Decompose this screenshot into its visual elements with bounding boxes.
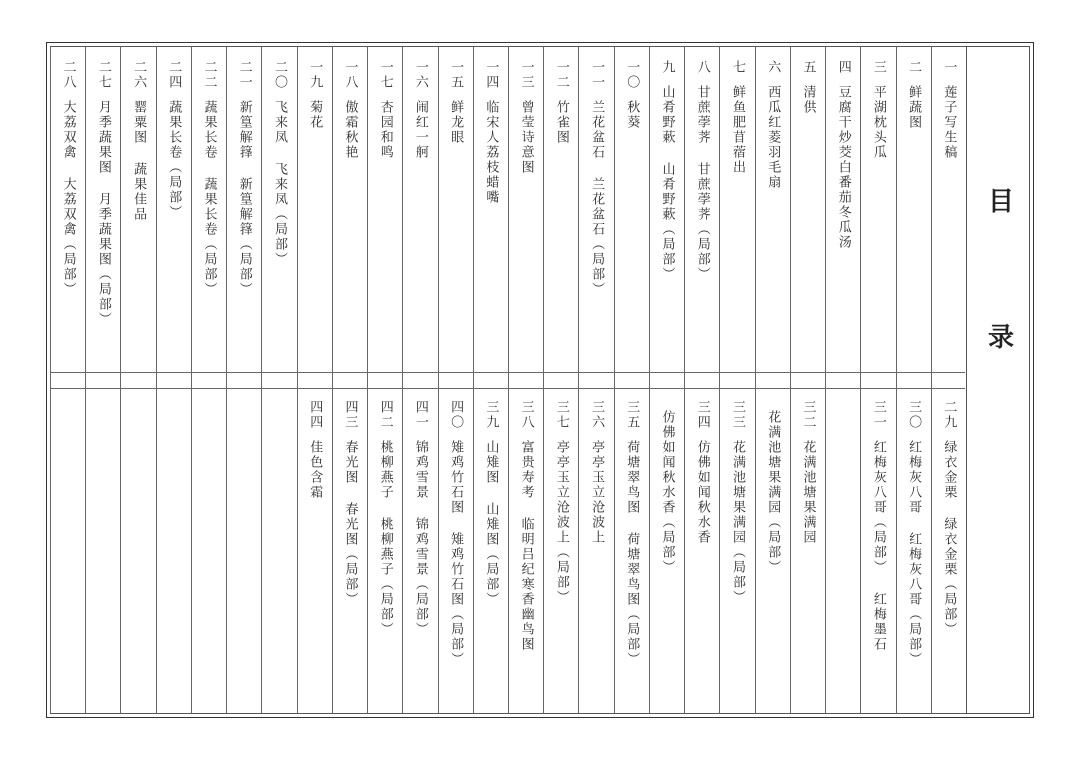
- toc-entry-number: 三九: [483, 400, 499, 430]
- toc-entry[interactable]: [905, 60, 921, 130]
- toc-entry[interactable]: [130, 60, 146, 222]
- toc-entry-number: 一三: [518, 60, 534, 90]
- toc-entry-title: 亭亭玉立沧波上（局部）: [553, 440, 569, 605]
- toc-entry-title: 莲子写生稿: [941, 85, 957, 160]
- toc-entry-number: 二六: [131, 60, 147, 90]
- toc-entry-title: 竹雀图: [553, 100, 569, 145]
- toc-entry[interactable]: [130, 400, 146, 410]
- toc-entry[interactable]: [694, 60, 710, 282]
- toc-entry[interactable]: [377, 400, 393, 637]
- toc-entry-number: 三一: [870, 400, 886, 430]
- toc-entry[interactable]: [377, 60, 393, 160]
- toc-entry-number: 四一: [412, 400, 428, 430]
- toc-entry-number: 三〇: [906, 400, 922, 430]
- toc-entry-title: 红梅灰八哥 红梅灰八哥（局部）: [906, 440, 922, 667]
- toc-entry[interactable]: [271, 60, 287, 267]
- toc-entry-title: 桃柳燕子 桃柳燕子（局部）: [377, 440, 393, 637]
- toc-entry-number: 二: [906, 60, 922, 75]
- toc-entry-number: 一八: [342, 60, 358, 90]
- toc-entry-title: 红梅灰八哥（局部） 红梅墨石: [870, 440, 886, 652]
- toc-entry-number: 四: [835, 60, 851, 75]
- toc-entry-number: 三三: [730, 400, 745, 430]
- toc-entry[interactable]: [236, 60, 252, 297]
- toc-entry-number: 一: [941, 60, 957, 75]
- toc-entry-number: 六: [765, 60, 781, 75]
- toc-entry[interactable]: [201, 400, 217, 410]
- toc-entry-number: 三八: [518, 400, 534, 430]
- toc-entry-number: 一七: [377, 60, 393, 90]
- toc-entry-number: 九: [659, 60, 675, 75]
- toc-column: [790, 47, 825, 713]
- toc-entry-title: 佳色含霜: [307, 440, 323, 500]
- toc-entry-number: 四〇: [448, 400, 464, 430]
- toc-entry[interactable]: [271, 400, 287, 410]
- toc-entry[interactable]: [940, 60, 956, 160]
- toc-entry[interactable]: [306, 60, 322, 130]
- toc-entry-number: 四二: [377, 400, 393, 430]
- toc-entry[interactable]: [764, 400, 780, 575]
- toc-entry-number: 二九: [941, 400, 957, 430]
- toc-entry-title: 月季蔬果图 月季蔬果图（局部）: [95, 100, 111, 327]
- toc-entry-number: 二一: [236, 60, 252, 90]
- toc-entry-title: 山雉图 山雉图（局部）: [483, 440, 499, 607]
- toc-entry[interactable]: [764, 60, 780, 190]
- toc-entry[interactable]: [799, 400, 815, 545]
- toc-entry[interactable]: [799, 60, 815, 115]
- toc-entry-title: 杏园和鸣: [377, 100, 393, 160]
- toc-entry-title: 山肴野蔌 山肴野蔌（局部）: [659, 85, 675, 282]
- toc-entry-number: 三: [870, 60, 886, 75]
- toc-entry-number: 一〇: [624, 60, 640, 90]
- toc-column: [543, 47, 578, 713]
- toc-entry[interactable]: [306, 400, 322, 500]
- toc-entry[interactable]: [623, 60, 639, 130]
- toc-entry-number: 一二: [553, 60, 569, 90]
- toc-entry-number: 三五: [624, 400, 640, 430]
- toc-entry-title: 兰花盆石 兰花盆石（局部）: [589, 100, 605, 297]
- toc-entry-title: 曾莹诗意图: [518, 100, 534, 175]
- toc-entry-number: 二七: [95, 60, 111, 90]
- toc-entry-title: 仿佛如闻秋水香: [694, 440, 710, 545]
- toc-entry-title: 富贵寿考 临明吕纪寒香幽鸟图: [518, 440, 534, 652]
- toc-entry-title: 飞来凤 飞来凤（局部）: [272, 100, 287, 267]
- toc-entry-title: 菊花: [307, 100, 323, 130]
- toc-entry-number: 二四: [166, 60, 182, 90]
- toc-entry-number: 五: [800, 60, 816, 75]
- toc-entry-title: 荷塘翠鸟图 荷塘翠鸟图（局部）: [624, 440, 640, 667]
- toc-entry-title: 绿衣金栗 绿衣金栗（局部）: [941, 440, 957, 637]
- toc-entry[interactable]: [870, 400, 886, 652]
- toc-entry-title: 临宋人荔枝蜡嘴: [483, 100, 499, 205]
- toc-entry-title: 甘蔗荸荠 甘蔗荸荠（局部）: [694, 85, 710, 282]
- toc-entry[interactable]: [447, 400, 463, 667]
- toc-column: [297, 47, 332, 713]
- toc-entry[interactable]: [165, 400, 181, 410]
- toc-entry-number: 一四: [483, 60, 499, 90]
- toc-entry-number: 三七: [553, 400, 569, 430]
- toc-entry[interactable]: [694, 400, 710, 545]
- toc-entry-number: 三四: [694, 400, 710, 430]
- toc-title: 目 录: [983, 187, 1014, 389]
- toc-entry-number: 二八: [60, 60, 76, 90]
- toc-entry[interactable]: [412, 400, 428, 637]
- toc-entry[interactable]: [165, 60, 181, 220]
- toc-entry-title: 蔬果长卷（局部）: [166, 100, 182, 220]
- toc-entry-title: 鲜蔬图: [906, 85, 922, 130]
- toc-entry[interactable]: [95, 400, 111, 410]
- toc-entry[interactable]: [905, 400, 921, 667]
- toc-entry[interactable]: [60, 60, 76, 297]
- toc-entry-title: 鲜鱼肥苜蓿出: [730, 85, 745, 175]
- toc-entry-number: 三六: [589, 400, 605, 430]
- toc-entry-title: 鲜龙眼: [448, 100, 464, 145]
- toc-entry[interactable]: [447, 60, 463, 145]
- toc-entry-title: 闹红一舸: [412, 100, 428, 160]
- toc-entry[interactable]: [95, 60, 111, 327]
- toc-entry-title: 罂粟图 蔬果佳品: [131, 100, 147, 222]
- toc-entry[interactable]: [588, 400, 604, 545]
- toc-entry-number: 三二: [800, 400, 816, 430]
- toc-entry[interactable]: [588, 60, 604, 297]
- toc-entry[interactable]: [60, 400, 76, 410]
- toc-entry[interactable]: [482, 400, 498, 607]
- toc-entry-title: 花满池塘果满园（局部）: [765, 410, 781, 575]
- toc-entry[interactable]: [236, 400, 252, 410]
- toc-entry[interactable]: [412, 60, 428, 160]
- toc-entry[interactable]: [201, 60, 217, 297]
- toc-entry[interactable]: [482, 60, 498, 205]
- toc-entry[interactable]: [729, 60, 745, 175]
- toc-entry-title: 大荔双禽 大荔双禽（局部）: [60, 100, 76, 297]
- toc-entry[interactable]: [623, 400, 639, 667]
- toc-entry[interactable]: [341, 400, 357, 607]
- toc-entry[interactable]: [659, 400, 675, 575]
- toc-entry-number: 一五: [448, 60, 464, 90]
- toc-entry-title: 新篁解箨 新篁解箨（局部）: [236, 100, 252, 297]
- toc-entry-title: 雉鸡竹石图 雉鸡竹石图（局部）: [448, 440, 464, 667]
- toc-entry-title: 西瓜红菱羽毛扇: [765, 85, 781, 190]
- toc-entry[interactable]: [553, 400, 569, 605]
- toc-entry[interactable]: [341, 60, 357, 160]
- toc-entry-title: 仿佛如闻秋水香（局部）: [659, 410, 675, 575]
- toc-entry[interactable]: [940, 400, 956, 637]
- toc-entry[interactable]: [518, 60, 534, 175]
- toc-entry[interactable]: [729, 400, 745, 605]
- toc-entry-title: 秋葵: [624, 100, 640, 130]
- toc-entry-number: 四三: [342, 400, 358, 430]
- toc-entry[interactable]: [518, 400, 534, 652]
- toc-entry-title: 清供: [800, 85, 816, 115]
- toc-entry-title: 花满池塘果满园（局部）: [730, 440, 745, 605]
- toc-entry-title: 豆腐干炒茭白番茄冬瓜汤: [835, 85, 851, 250]
- toc-entry-number: 一九: [307, 60, 323, 90]
- toc-entry[interactable]: [870, 60, 886, 160]
- toc-entry-number: 二二: [201, 60, 217, 90]
- toc-entry-title: 锦鸡雪景 锦鸡雪景（局部）: [412, 440, 428, 637]
- toc-title-column: [966, 47, 1030, 713]
- toc-entry-title: 花满池塘果满园: [800, 440, 816, 545]
- toc-entry-number: 八: [694, 60, 710, 75]
- toc-entry[interactable]: [553, 60, 569, 145]
- toc-entry[interactable]: [835, 60, 851, 250]
- toc-entry-title: 亭亭玉立沧波上: [589, 440, 605, 545]
- toc-entry[interactable]: [835, 400, 851, 410]
- toc-entry-number: 七: [730, 60, 745, 75]
- toc-entry-title: 春光图 春光图（局部）: [342, 440, 358, 607]
- toc-entry[interactable]: [659, 60, 675, 282]
- toc-entry-title: 平湖枕头瓜: [870, 85, 886, 160]
- toc-entry-title: 傲霜秋艳: [342, 100, 358, 160]
- toc-entry-number: 一一: [589, 60, 605, 90]
- toc-entry-number: 一六: [412, 60, 428, 90]
- toc-entry-number: 四四: [307, 400, 323, 430]
- toc-entry-title: 蔬果长卷 蔬果长卷（局部）: [201, 100, 217, 297]
- toc-entry-number: 二〇: [272, 60, 287, 90]
